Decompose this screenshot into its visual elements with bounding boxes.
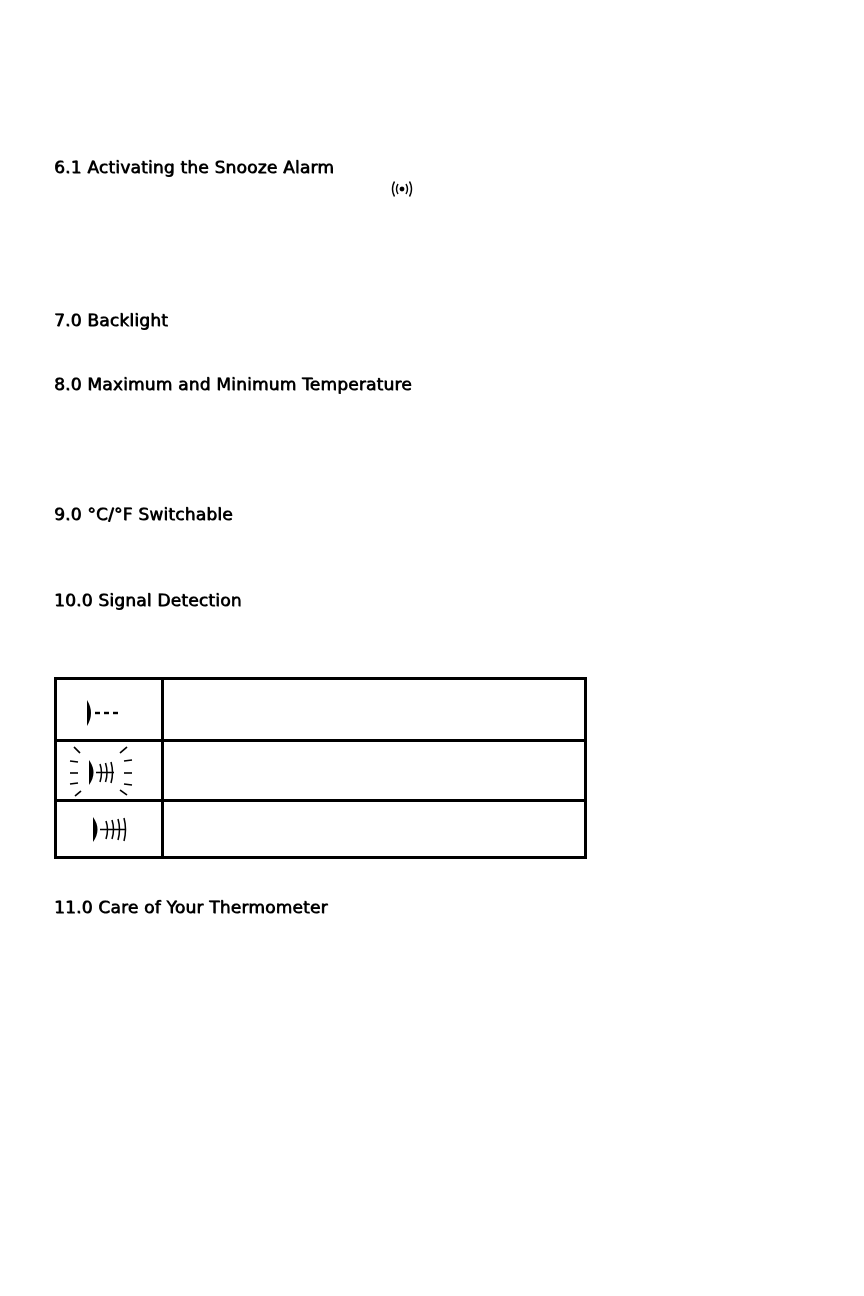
table-description-cell	[164, 802, 584, 856]
table-row	[57, 742, 584, 802]
table-row	[57, 802, 584, 856]
section-heading-care: 11.0 Care of Your Thermometer	[54, 898, 328, 918]
section-heading-max-min-temperature: 8.0 Maximum and Minimum Temperature	[54, 375, 412, 395]
section-heading-unit-switchable: 9.0 °C/°F Switchable	[54, 505, 233, 525]
section-heading-backlight: 7.0 Backlight	[54, 311, 168, 331]
section-heading-signal-detection: 10.0 Signal Detection	[54, 591, 242, 611]
alarm-signal-icon	[387, 179, 417, 199]
table-description-cell	[164, 742, 584, 799]
table-icon-cell	[57, 742, 164, 799]
signal-detection-table	[54, 677, 587, 859]
signal-searching-flashing-icon	[57, 742, 161, 799]
table-icon-cell	[57, 802, 164, 856]
table-row	[57, 680, 584, 742]
table-description-cell	[164, 680, 584, 739]
table-icon-cell	[57, 680, 164, 739]
signal-no-reception-icon	[57, 680, 161, 739]
section-heading-snooze-alarm: 6.1 Activating the Snooze Alarm	[54, 158, 335, 178]
signal-received-icon	[57, 802, 161, 856]
